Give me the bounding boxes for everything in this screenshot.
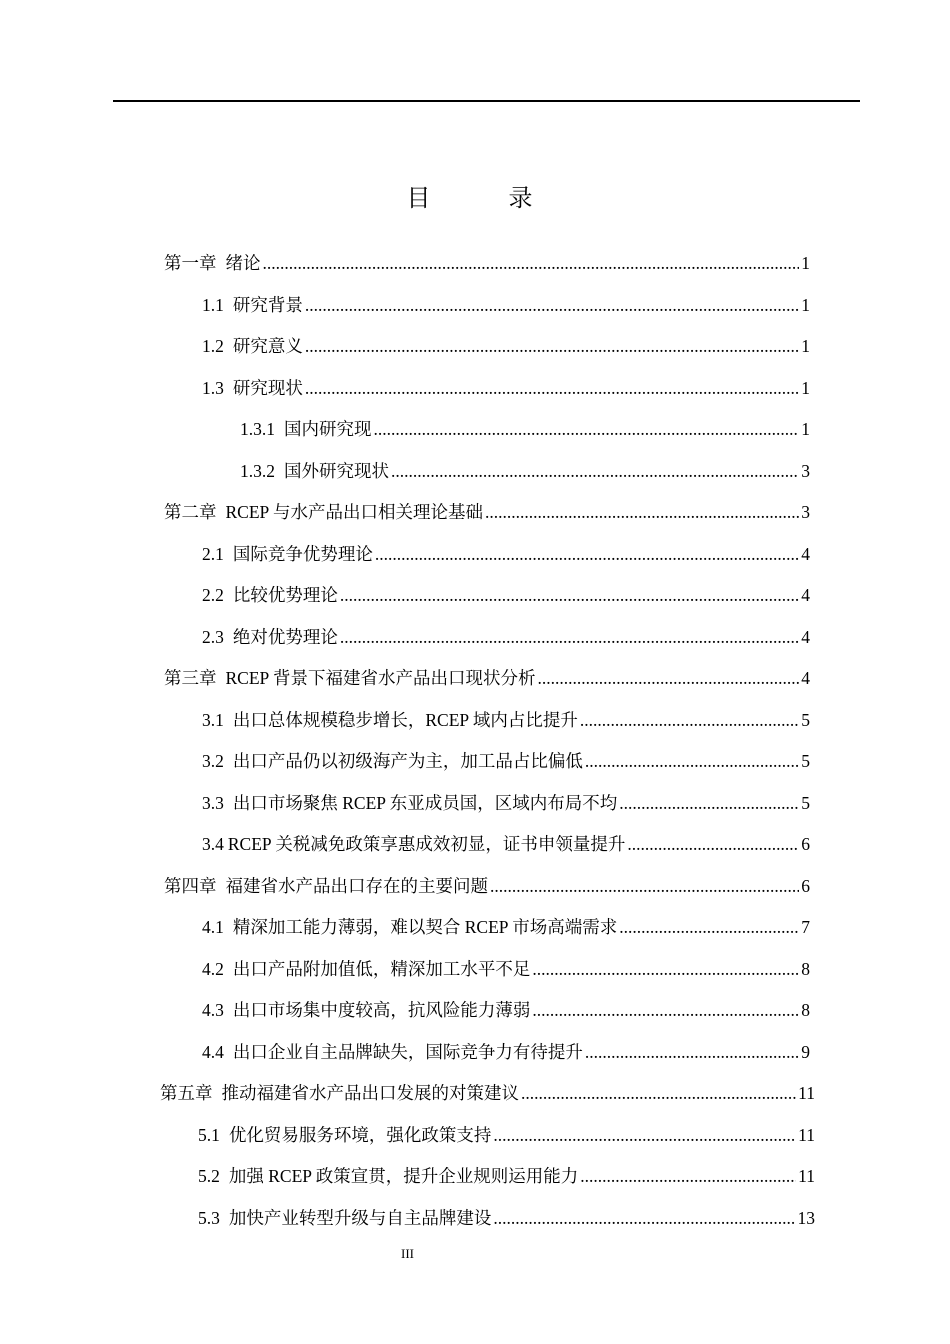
toc-entry-title: 出口市场集中度较高，抗风险能力薄弱 [232,1000,531,1020]
toc-entry-page: 5 [801,751,810,771]
toc-entry-number: 5.2 [198,1166,220,1186]
toc-entry-number: 3.4 [202,834,224,854]
toc-entry-title: 绪论 [225,253,261,273]
toc-entry-page: 8 [801,1000,810,1020]
toc-entry-number: 2.2 [202,585,224,605]
toc-entry-number: 第四章 [164,876,217,896]
dot-leader [391,461,799,482]
toc-entry[interactable] [202,790,810,820]
toc-entry-page: 5 [801,710,810,730]
toc-entry-page: 4 [801,627,810,647]
toc-entry[interactable] [202,831,810,861]
toc-entry-title: 优化贸易服务环境，强化政策支持 [228,1125,492,1145]
dot-leader [305,336,799,357]
dot-leader [374,419,800,440]
toc-entry-page: 6 [801,834,810,854]
toc-entry-page: 1 [801,378,810,398]
dot-leader [493,1125,796,1146]
dot-leader [493,1208,795,1229]
toc-entry-page: 3 [801,502,810,522]
toc-entry[interactable] [164,499,810,529]
dot-leader [490,876,799,897]
toc-entry-page: 5 [801,793,810,813]
toc-entry-number: 3.1 [202,710,224,730]
toc-entry-page: 11 [798,1125,815,1145]
dot-leader [340,585,799,606]
toc-entry-page: 4 [801,585,810,605]
toc-entry-title: 出口产品仍以初级海产为主，加工品占比偏低 [232,751,583,771]
dot-leader [580,1166,796,1187]
toc-entry-number: 2.3 [202,627,224,647]
toc-entry-page: 4 [801,668,810,688]
toc-entry-title: 研究意义 [232,336,303,356]
toc-entry[interactable] [202,748,810,778]
toc-entry-number: 第二章 [164,502,217,522]
toc-entry[interactable] [202,292,810,322]
toc-entry-title: 比较优势理论 [232,585,338,605]
page-number: III [401,1246,414,1261]
toc-entry[interactable] [198,1122,815,1152]
toc-entry[interactable] [240,416,810,446]
dot-leader [375,544,799,565]
dot-leader [580,710,799,731]
toc-entry-page: 8 [801,959,810,979]
toc-entry-title: 出口总体规模稳步增长，RCEP 域内占比提升 [232,710,578,730]
toc-entry[interactable] [202,956,810,986]
toc-entry-number: 1.1 [202,295,224,315]
toc-entry-title: 国外研究现状 [284,461,389,481]
toc-entry-title: RCEP 关税减免政策享惠成效初显，证书申领量提升 [227,834,626,854]
toc-entry-number: 4.2 [202,959,224,979]
toc-entry[interactable] [164,873,810,903]
toc-entry-page: 11 [798,1083,815,1103]
toc-entry-page: 1 [801,336,810,356]
dot-leader [538,668,800,689]
toc-entry[interactable] [198,1163,815,1193]
toc-entry[interactable] [164,665,810,695]
toc-entry[interactable] [240,458,810,488]
toc-entry-number: 3.3 [202,793,224,813]
dot-leader [627,834,799,855]
toc-entry-title: 出口产品附加值低，精深加工水平不足 [232,959,531,979]
toc-entry-number: 1.3 [202,378,224,398]
toc-entry-number: 4.3 [202,1000,224,1020]
toc-entry-page: 9 [801,1042,810,1062]
page-title: 目 录 [406,186,569,212]
toc-entry-page: 3 [801,461,810,481]
dot-leader [305,378,799,399]
toc-entry[interactable] [202,1039,810,1069]
toc-entry-title: 出口市场聚焦 RCEP 东亚成员国，区域内布局不均 [232,793,618,813]
toc-entry[interactable] [198,1205,815,1235]
toc-entry-title: 精深加工能力薄弱，难以契合 RCEP 市场高端需求 [232,917,618,937]
toc-entry-title: 研究现状 [232,378,303,398]
toc-entry-title: 福建省水产品出口存在的主要问题 [225,876,488,896]
toc-entry[interactable] [202,997,810,1027]
toc-entry-number: 1.3.2 [240,461,275,481]
toc-entry[interactable] [202,624,810,654]
toc-entry-title: RCEP 背景下福建省水产品出口现状分析 [225,668,536,688]
dot-leader [532,959,799,980]
toc-entry-number: 2.1 [202,544,224,564]
toc-entry-number: 5.3 [198,1208,220,1228]
toc-entry-number: 4.1 [202,917,224,937]
dot-leader [263,253,800,274]
toc-entry[interactable] [202,333,810,363]
toc-entry-title: 推动福建省水产品出口发展的对策建议 [221,1083,519,1103]
toc-entry[interactable] [202,707,810,737]
toc-entry-title: RCEP 与水产品出口相关理论基础 [225,502,483,522]
dot-leader [619,917,799,938]
dot-leader [532,1000,799,1021]
dot-leader [521,1083,796,1104]
toc-entry[interactable] [160,1080,815,1110]
toc-entry-page: 4 [801,544,810,564]
toc-entry-title: 出口企业自主品牌缺失，国际竞争力有待提升 [232,1042,583,1062]
toc-entry-page: 6 [801,876,810,896]
toc-entry[interactable] [202,914,810,944]
toc-entry-number: 3.2 [202,751,224,771]
toc-entry-number: 第一章 [164,253,217,273]
toc-entry[interactable] [164,250,810,280]
toc-entry-number: 1.3.1 [240,419,275,439]
toc-entry-page: 13 [797,1208,815,1228]
toc-entry-title: 绝对优势理论 [232,627,338,647]
toc-entry-page: 1 [801,295,810,315]
toc-entry-page: 11 [798,1166,815,1186]
toc-entry-title: 国内研究现 [284,419,372,439]
toc-entry-number: 4.4 [202,1042,224,1062]
dot-leader [305,295,799,316]
toc-entry[interactable] [202,375,810,405]
header-rule [113,100,860,102]
toc-entry-title: 国际竞争优势理论 [232,544,373,564]
toc-entry-page: 7 [801,917,810,937]
dot-leader [485,502,799,523]
toc-entry-page: 1 [801,253,810,273]
toc-entry-title: 加强 RCEP 政策宣贯，提升企业规则运用能力 [228,1166,579,1186]
toc-entry-title: 加快产业转型升级与自主品牌建设 [228,1208,492,1228]
dot-leader [585,1042,799,1063]
dot-leader [585,751,799,772]
dot-leader [619,793,799,814]
toc-entry-title: 研究背景 [232,295,303,315]
toc-entry[interactable] [202,582,810,612]
toc-entry-page: 1 [801,419,810,439]
toc-entry-number: 1.2 [202,336,224,356]
dot-leader [340,627,799,648]
toc-entry-number: 第三章 [164,668,217,688]
toc-entry-number: 第五章 [160,1083,213,1103]
toc-entry-number: 5.1 [198,1125,220,1145]
toc-entry[interactable] [202,541,810,571]
